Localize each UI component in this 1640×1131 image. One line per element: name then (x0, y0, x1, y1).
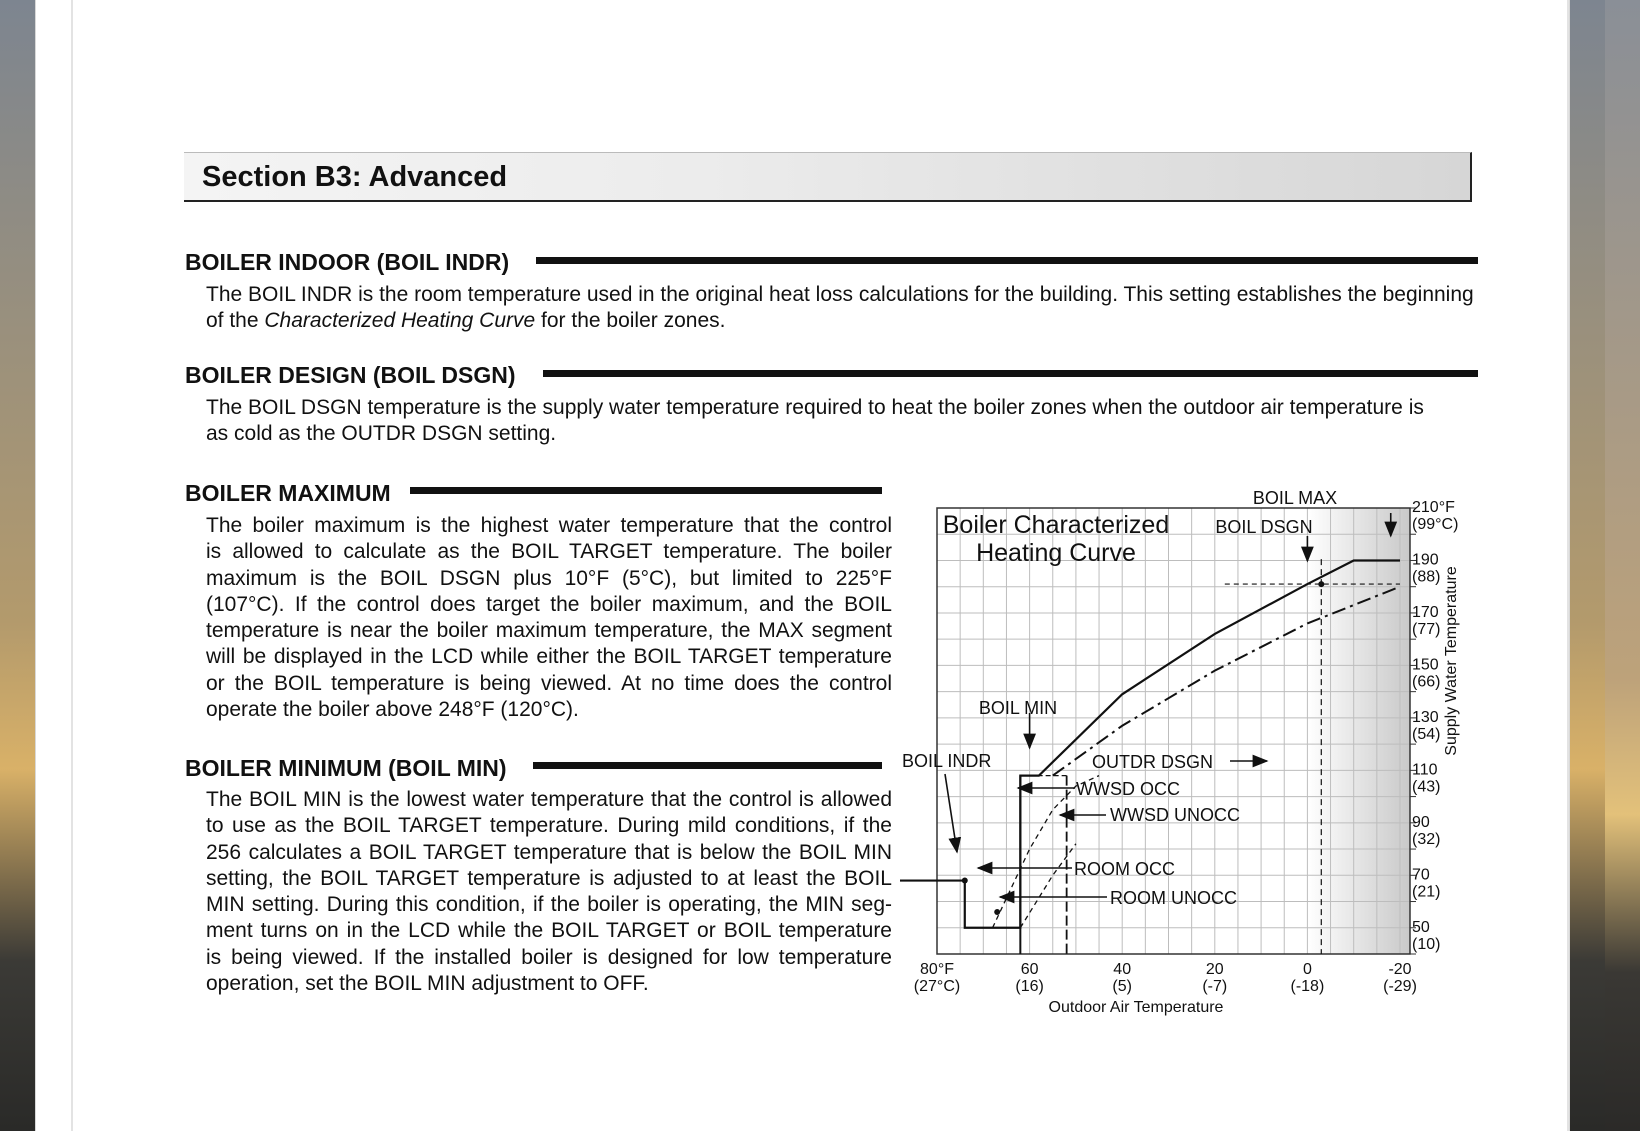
x-tick-label: (27°C) (913, 978, 961, 995)
x-axis-label: Outdoor Air Temperature (1048, 999, 1224, 1016)
y-tick-label: (77) (1412, 620, 1441, 638)
y-tick-label: (99°C) (1412, 516, 1459, 533)
desk-background-right (1605, 0, 1640, 1131)
wwsd-unocc-label: WWSD UNOCC (1110, 805, 1240, 825)
heating-curve-chart (900, 478, 1460, 1018)
boil-indr-point (962, 878, 968, 884)
y-tick-label: (43) (1412, 778, 1441, 796)
y-axis-label: Supply Water Temperature (1443, 566, 1460, 756)
x-tick-label: 0 (1302, 961, 1312, 978)
boil-dsgn-label: BOIL DSGN (1215, 517, 1313, 537)
boil-max-line: (107°C). If the control does target the boiler maximum, and the BOIL (206, 592, 892, 616)
series-line-dashed (1020, 844, 1076, 928)
boil-min-line: operation, set the BOIL MIN adjustment to OFF. (206, 972, 649, 996)
boil-indr-text (206, 282, 1481, 335)
boil-dsgn-line-2: as cold as the OUTDR DSGN setting. (206, 422, 557, 446)
y-tick-label: 150 (1412, 656, 1439, 674)
characterized-heating-curve-term: Characterized Heating Curve (264, 309, 536, 333)
x-tick-label: (-29) (1383, 978, 1417, 995)
boil-max-line: operate the boiler above 248°F (120°C). (206, 698, 579, 722)
section-title: Section B3: Advanced (202, 161, 508, 193)
x-tick-label: (5) (1112, 978, 1132, 995)
boil-max-line: maximum is the BOIL DSGN plus 10°F (5°C), but limited to 225°F (206, 566, 892, 590)
boil-min-line: is being viewed. If the installed boiler is designed for low temperature (206, 945, 892, 969)
x-tick-label: (-7) (1202, 978, 1228, 995)
boil-indr-arrow (945, 774, 957, 852)
boil-dsgn-text (206, 395, 1481, 448)
heading-rule (543, 370, 1478, 377)
boil-min-line: MIN setting. During this condition, if the boiler is operating, the MIN seg- (206, 893, 892, 917)
y-tick-label: 130 (1412, 708, 1439, 726)
y-tick-label: 190 (1412, 551, 1439, 569)
boil-indr-line-2b: for the boiler zones. (535, 309, 726, 333)
x-tick-label: 40 (1113, 961, 1132, 978)
boil-min-line: 256 calculates a BOIL TARGET temperature that is below the BOIL MIN (206, 840, 892, 864)
chart-title: Heating Curve (976, 539, 1136, 567)
boil-indr-label: BOIL INDR (902, 751, 992, 771)
y-tick-label: 50 (1412, 918, 1430, 936)
y-tick-label: 110 (1412, 761, 1438, 779)
x-tick-label: -20 (1388, 961, 1412, 978)
boil-max-line: or the BOIL temperature is being viewed. At no time does the control (206, 671, 892, 695)
boil-min-heading: BOILER MINIMUM (BOIL MIN) (185, 755, 507, 781)
boil-min-line: setting, the BOIL TARGET temperature is adjusted to at least the BOIL (206, 866, 892, 890)
boil-max-line: The boiler maximum is the highest water temperature that the control (206, 514, 892, 537)
boil-min-text (206, 787, 892, 997)
y-tick-label: (88) (1412, 568, 1441, 586)
boil-indr-line-2a: of the (206, 309, 265, 333)
boil-indr-heading: BOILER INDOOR (BOIL INDR) (185, 249, 510, 275)
boil-max-text (206, 513, 892, 723)
chart-title: Boiler Characterized (942, 511, 1170, 539)
boil-min-label: BOIL MIN (978, 698, 1058, 718)
y-tick-label: 170 (1412, 603, 1439, 621)
y-tick-label: (21) (1412, 883, 1441, 901)
page-edge-right (1567, 0, 1569, 1131)
room-unocc-point (994, 909, 1000, 915)
boil-max-line: temperature is near the boiler maximum temperature, the MAX segment (206, 619, 892, 643)
y-tick-label: 70 (1412, 866, 1430, 884)
boil-max-line: is allowed to calculate as the BOIL TARGET temperature. The boiler (206, 540, 892, 564)
x-tick-label: 20 (1205, 961, 1224, 978)
y-tick-label: (54) (1412, 725, 1441, 743)
boil-max-line: will be displayed in the LCD while either the BOIL TARGET temperature (206, 645, 892, 669)
section-header-bar (184, 152, 1472, 202)
y-tick-label: 210°F (1412, 499, 1455, 516)
boil-dsgn-line-1: The BOIL DSGN temperature is the supply water temperature required to heat the boiler zones when the outdoor air temperature is (206, 396, 1424, 419)
y-tick-label: (32) (1412, 830, 1441, 848)
heading-rule (410, 487, 882, 494)
boil-min-line: The BOIL MIN is the lowest water temperature that the control is allowed (206, 788, 892, 811)
boil-dsgn-heading: BOILER DESIGN (BOIL DSGN) (185, 362, 516, 388)
heading-rule (536, 257, 1478, 264)
boil-indr-line-1: The BOIL INDR is the room temperature used in the original heat loss calculations for the building. This setting establishes the beginning (206, 283, 1474, 306)
y-tick-label: (66) (1412, 673, 1441, 691)
outdr-dsgn-label: OUTDR DSGN (1092, 752, 1213, 772)
x-tick-label: (-18) (1290, 978, 1325, 995)
x-tick-label: 60 (1020, 961, 1039, 978)
boil-min-line: ment turns on in the LCD while the BOIL TARGET or BOIL temperature (206, 919, 892, 943)
y-tick-label: 90 (1412, 813, 1430, 831)
room-occ-label: ROOM OCC (1074, 859, 1175, 879)
page-edge-left (71, 0, 73, 1131)
boil-max-label: BOIL MAX (1252, 488, 1338, 508)
wwsd-occ-label: WWSD OCC (1076, 779, 1180, 799)
boil-max-heading: BOILER MAXIMUM (185, 480, 391, 506)
x-tick-label: 80°F (920, 961, 954, 978)
room-unocc-label: ROOM UNOCC (1110, 888, 1237, 908)
desk-background-left (0, 0, 35, 1131)
boil-min-line: to use as the BOIL TARGET temperature. During mild conditions, if the (206, 814, 892, 838)
shaded-region (1307, 508, 1410, 954)
y-tick-label: (10) (1412, 935, 1441, 953)
heading-rule (533, 762, 882, 769)
x-tick-label: (16) (1015, 978, 1044, 995)
boil-dsgn-point (1318, 581, 1324, 587)
